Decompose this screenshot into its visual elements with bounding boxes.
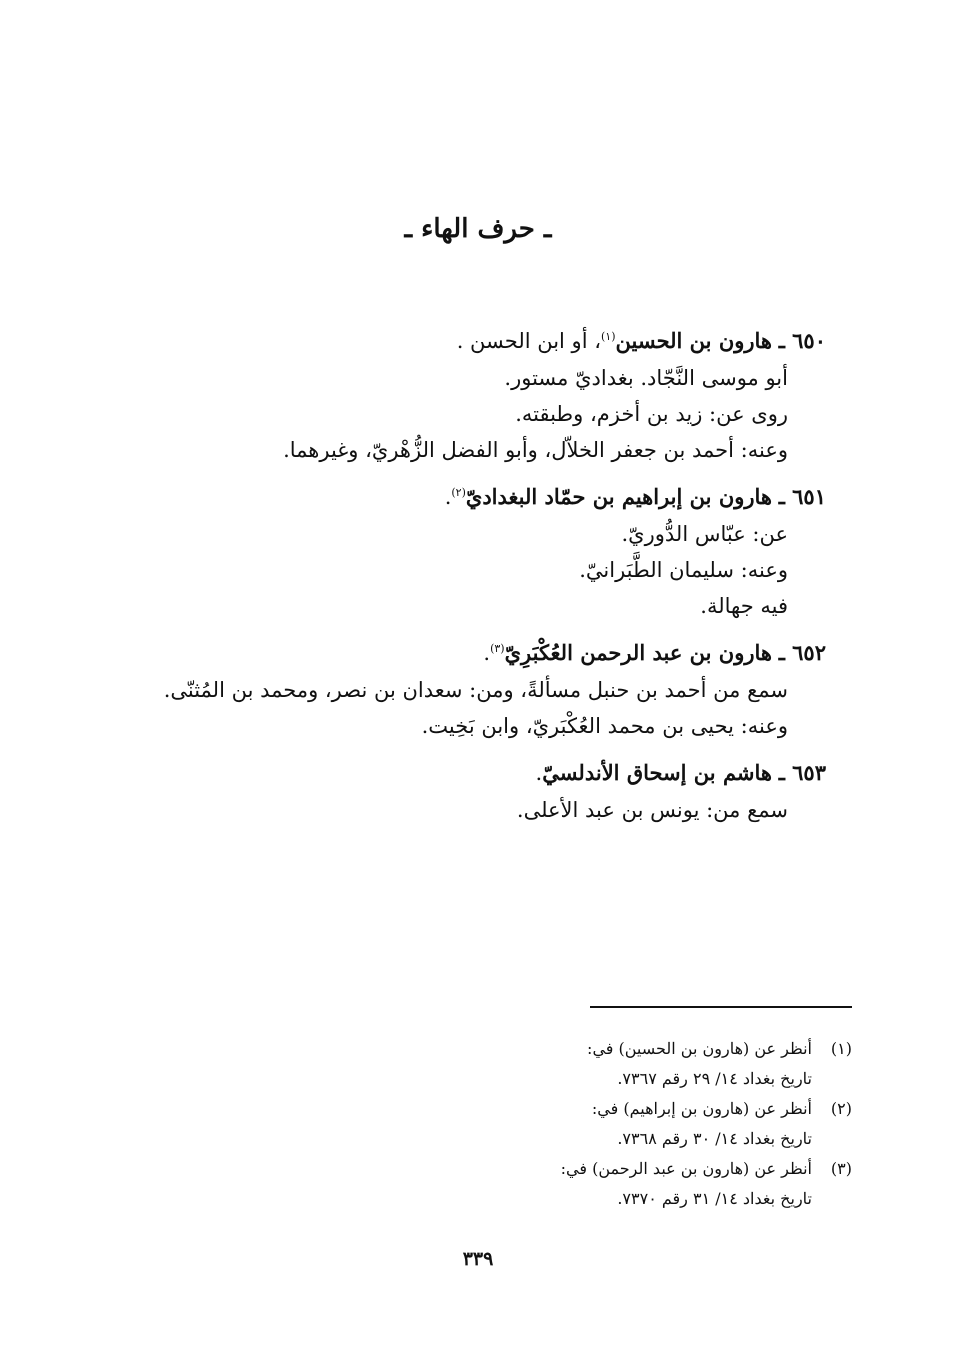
entry-number: ٦٥٢ ـ (778, 640, 826, 665)
footnote-marker: (١) (601, 330, 616, 343)
footnote-separator (590, 1006, 852, 1008)
entry-line: فيه جهالة. (700, 594, 788, 618)
footnote-number: (٢) (830, 1099, 852, 1118)
entry-heading (126, 478, 826, 516)
entry-heading (126, 322, 826, 360)
footnote-number: (٣) (830, 1159, 852, 1178)
footnote-source: تاريخ بغداد ١٤/ ٢٩ رقم ٧٣٦٧. (617, 1069, 812, 1088)
biography-entries (126, 322, 826, 838)
entry-line: أبو موسى النَّجّاد. بغداديّ مستور. (504, 366, 788, 390)
footnote-number: (١) (830, 1039, 852, 1058)
entry-650 (126, 322, 826, 468)
footnote-source: تاريخ بغداد ١٤/ ٣١ رقم ٧٣٧٠. (617, 1189, 812, 1208)
entry-number: ٦٥٣ ـ (778, 760, 826, 785)
entry-line: سمع من: يونس بن عبد الأعلى. (516, 798, 788, 822)
entry-number: ٦٥١ ـ (778, 484, 826, 509)
entry-heading-rest: . (483, 641, 491, 665)
entry-name: هارون بن إبراهيم بن حمّاد البغداديّ (465, 484, 772, 509)
entry-line: عن: عبّاس الدُّوريّ. (621, 522, 788, 546)
page-number: ٣٣٩ (462, 1248, 494, 1270)
entry-652 (126, 634, 826, 744)
footnote-3 (432, 1154, 852, 1184)
entry-heading (126, 634, 826, 672)
entry-line: وعنه: أحمد بن جعفر الخلاّل، وأبو الفضل الزُّهْريّ، وغيرهما. (283, 438, 788, 462)
entry-line: سمع من أحمد بن حنبل مسألةً، ومن: سعدان بن نصر، ومحمد بن المُثنّى. (163, 678, 788, 702)
entry-name: هارون بن الحسين (615, 328, 772, 353)
entry-number: ٦٥٠ ـ (778, 328, 826, 353)
entry-heading-rest: . (444, 485, 452, 509)
section-title: ـ حرف الهاء ـ (404, 214, 552, 244)
entry-line: وعنه: يحيى بن محمد العُكْبَريّ، وابن بَخِيت. (421, 714, 788, 738)
footnote-marker: (٢) (451, 486, 466, 499)
entry-line: روى عن: زيد بن أخزم، وطبقته. (515, 402, 788, 426)
footnote-2 (432, 1094, 852, 1124)
entry-653 (126, 754, 826, 828)
footnotes (432, 1034, 852, 1214)
footnote-1 (432, 1034, 852, 1064)
entry-name: هارون بن عبد الرحمن العُكْبَرِيّ (504, 640, 772, 665)
entry-heading-rest: . (535, 761, 543, 785)
entry-line: وعنه: سليمان الطَّبَرانيّ. (579, 558, 788, 582)
footnote-text: أنظر عن (هارون بن إبراهيم) في: (591, 1099, 812, 1118)
entry-heading-rest: ، أو ابن الحسن . (456, 329, 601, 353)
footnote-text: أنظر عن (هارون بن عبد الرحمن) في: (560, 1159, 812, 1178)
footnote-source: تاريخ بغداد ١٤/ ٣٠ رقم ٧٣٦٨. (617, 1129, 812, 1148)
entry-heading (126, 754, 826, 792)
footnote-text: أنظر عن (هارون بن الحسين) في: (587, 1039, 812, 1058)
footnote-marker: (٣) (490, 642, 505, 655)
entry-name: هاشم بن إسحاق الأندلسيّ (542, 760, 772, 785)
entry-651 (126, 478, 826, 624)
